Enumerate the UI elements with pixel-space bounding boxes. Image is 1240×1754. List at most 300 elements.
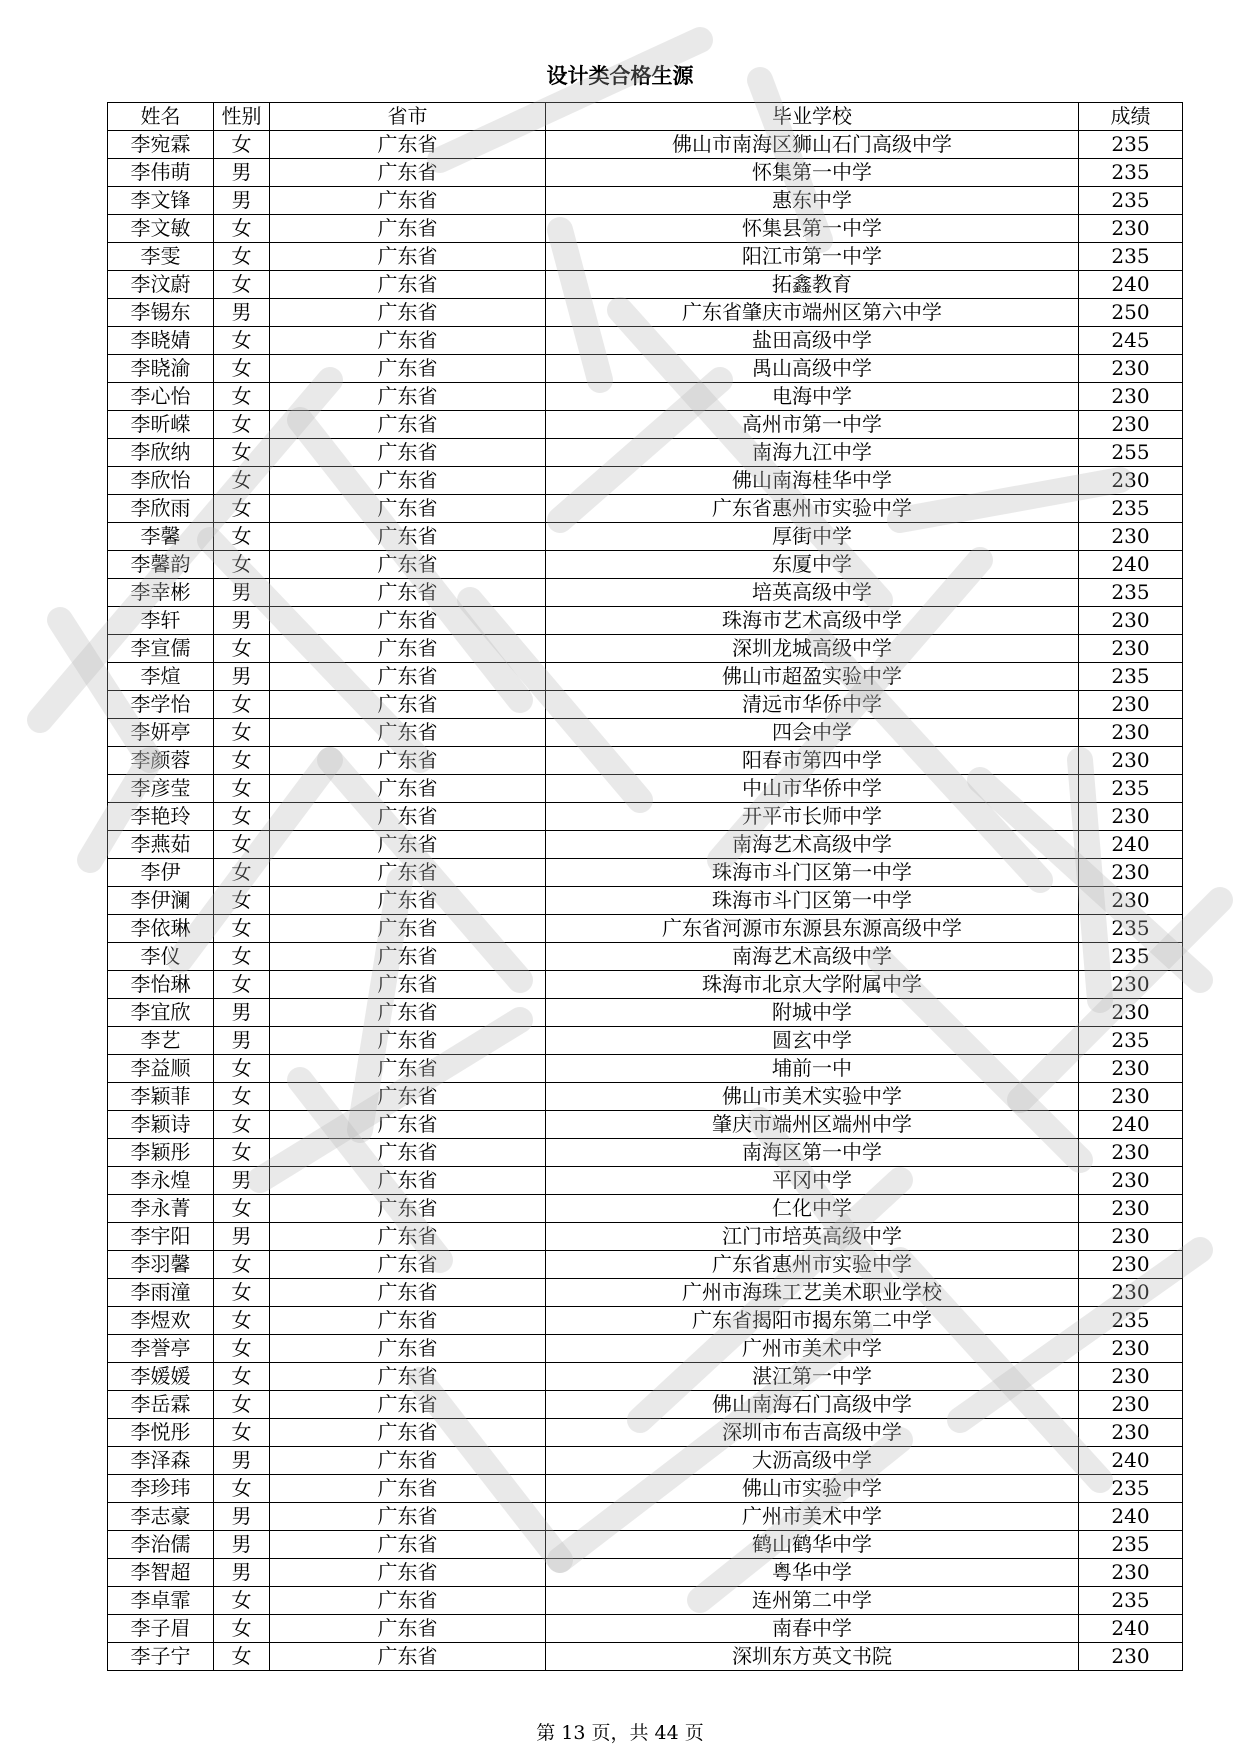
cell-school: 怀集县第一中学 <box>546 215 1079 243</box>
table-row <box>108 1223 1183 1251</box>
cell-province: 广东省 <box>270 551 546 579</box>
cell-score: 235 <box>1079 1475 1183 1503</box>
cell-province: 广东省 <box>270 719 546 747</box>
cell-gender: 男 <box>214 1559 270 1587</box>
cell-score: 235 <box>1079 131 1183 159</box>
cell-gender: 女 <box>214 1391 270 1419</box>
cell-gender: 女 <box>214 831 270 859</box>
cell-gender: 男 <box>214 663 270 691</box>
table-row <box>108 999 1183 1027</box>
cell-gender: 女 <box>214 1083 270 1111</box>
cell-score: 230 <box>1079 1139 1183 1167</box>
header-name: 姓名 <box>108 103 214 131</box>
cell-score: 230 <box>1079 1335 1183 1363</box>
page-number-footer: 第 13 页，共 44 页 <box>536 1722 704 1744</box>
cell-score: 230 <box>1079 1195 1183 1223</box>
cell-gender: 女 <box>214 887 270 915</box>
cell-score: 230 <box>1079 1391 1183 1419</box>
cell-name: 李宣儒 <box>108 635 214 663</box>
cell-school: 厚街中学 <box>546 523 1079 551</box>
cell-province: 广东省 <box>270 1447 546 1475</box>
table-row <box>108 1503 1183 1531</box>
table-row <box>108 215 1183 243</box>
cell-gender: 女 <box>214 215 270 243</box>
table-row <box>108 943 1183 971</box>
cell-score: 235 <box>1079 159 1183 187</box>
cell-school: 清远市华侨中学 <box>546 691 1079 719</box>
cell-province: 广东省 <box>270 1083 546 1111</box>
cell-school: 江门市培英高级中学 <box>546 1223 1079 1251</box>
cell-school: 广州市美术中学 <box>546 1503 1079 1531</box>
table-row <box>108 887 1183 915</box>
cell-school: 东厦中学 <box>546 551 1079 579</box>
cell-school: 连州第二中学 <box>546 1587 1079 1615</box>
cell-name: 李颖彤 <box>108 1139 214 1167</box>
cell-province: 广东省 <box>270 299 546 327</box>
table-row <box>108 607 1183 635</box>
cell-name: 李欣雨 <box>108 495 214 523</box>
table-row <box>108 1363 1183 1391</box>
cell-gender: 女 <box>214 719 270 747</box>
cell-gender: 女 <box>214 1475 270 1503</box>
cell-province: 广东省 <box>270 1503 546 1531</box>
cell-gender: 女 <box>214 327 270 355</box>
cell-name: 李悦彤 <box>108 1419 214 1447</box>
cell-province: 广东省 <box>270 691 546 719</box>
cell-gender: 女 <box>214 1615 270 1643</box>
cell-gender: 女 <box>214 1055 270 1083</box>
cell-score: 255 <box>1079 439 1183 467</box>
cell-province: 广东省 <box>270 1531 546 1559</box>
cell-score: 230 <box>1079 635 1183 663</box>
cell-school: 培英高级中学 <box>546 579 1079 607</box>
cell-gender: 男 <box>214 1223 270 1251</box>
cell-score: 240 <box>1079 1503 1183 1531</box>
cell-score: 240 <box>1079 1615 1183 1643</box>
cell-name: 李依琳 <box>108 915 214 943</box>
cell-name: 李羽馨 <box>108 1251 214 1279</box>
cell-gender: 男 <box>214 187 270 215</box>
cell-gender: 女 <box>214 915 270 943</box>
cell-gender: 女 <box>214 131 270 159</box>
cell-province: 广东省 <box>270 1475 546 1503</box>
cell-gender: 女 <box>214 551 270 579</box>
table-row <box>108 327 1183 355</box>
cell-name: 李珍玮 <box>108 1475 214 1503</box>
cell-province: 广东省 <box>270 1167 546 1195</box>
cell-name: 李怡琳 <box>108 971 214 999</box>
cell-school: 广州市美术中学 <box>546 1335 1079 1363</box>
cell-name: 李宇阳 <box>108 1223 214 1251</box>
cell-name: 李子眉 <box>108 1615 214 1643</box>
cell-gender: 女 <box>214 775 270 803</box>
cell-province: 广东省 <box>270 523 546 551</box>
cell-name: 李馨韵 <box>108 551 214 579</box>
cell-province: 广东省 <box>270 971 546 999</box>
cell-gender: 女 <box>214 467 270 495</box>
cell-school: 附城中学 <box>546 999 1079 1027</box>
cell-school: 圆玄中学 <box>546 1027 1079 1055</box>
cell-score: 230 <box>1079 1363 1183 1391</box>
cell-school: 佛山南海石门高级中学 <box>546 1391 1079 1419</box>
cell-school: 电海中学 <box>546 383 1079 411</box>
cell-score: 235 <box>1079 579 1183 607</box>
cell-school: 怀集第一中学 <box>546 159 1079 187</box>
cell-score: 230 <box>1079 747 1183 775</box>
cell-school: 珠海市北京大学附属中学 <box>546 971 1079 999</box>
cell-gender: 女 <box>214 243 270 271</box>
cell-province: 广东省 <box>270 803 546 831</box>
header-province: 省市 <box>270 103 546 131</box>
cell-score: 230 <box>1079 1559 1183 1587</box>
cell-gender: 女 <box>214 859 270 887</box>
cell-name: 李仪 <box>108 943 214 971</box>
cell-name: 李艺 <box>108 1027 214 1055</box>
cell-school: 广东省揭阳市揭东第二中学 <box>546 1307 1079 1335</box>
cell-gender: 女 <box>214 523 270 551</box>
cell-score: 230 <box>1079 215 1183 243</box>
cell-province: 广东省 <box>270 215 546 243</box>
cell-score: 240 <box>1079 1447 1183 1475</box>
cell-score: 230 <box>1079 1083 1183 1111</box>
cell-score: 235 <box>1079 187 1183 215</box>
cell-gender: 男 <box>214 607 270 635</box>
cell-gender: 女 <box>214 971 270 999</box>
table-row <box>108 803 1183 831</box>
cell-province: 广东省 <box>270 1251 546 1279</box>
cell-school: 南海艺术高级中学 <box>546 943 1079 971</box>
table-row <box>108 1615 1183 1643</box>
cell-score: 230 <box>1079 1223 1183 1251</box>
table-row <box>108 411 1183 439</box>
cell-name: 李馨 <box>108 523 214 551</box>
cell-score: 240 <box>1079 1111 1183 1139</box>
cell-school: 南春中学 <box>546 1615 1079 1643</box>
table-header-row <box>108 103 1183 131</box>
cell-province: 广东省 <box>270 859 546 887</box>
cell-school: 佛山市实验中学 <box>546 1475 1079 1503</box>
cell-score: 230 <box>1079 691 1183 719</box>
table-row <box>108 1419 1183 1447</box>
cell-gender: 女 <box>214 1419 270 1447</box>
cell-school: 埔前一中 <box>546 1055 1079 1083</box>
cell-name: 李子宁 <box>108 1643 214 1671</box>
cell-name: 李彦莹 <box>108 775 214 803</box>
header-score: 成绩 <box>1079 103 1183 131</box>
cell-gender: 女 <box>214 1279 270 1307</box>
cell-school: 拓鑫教育 <box>546 271 1079 299</box>
table-row <box>108 131 1183 159</box>
table-row <box>108 831 1183 859</box>
cell-name: 李妍亭 <box>108 719 214 747</box>
table-row <box>108 1055 1183 1083</box>
cell-gender: 男 <box>214 999 270 1027</box>
cell-gender: 男 <box>214 159 270 187</box>
cell-school: 南海九江中学 <box>546 439 1079 467</box>
table-row <box>108 1587 1183 1615</box>
cell-gender: 男 <box>214 1167 270 1195</box>
cell-name: 李宜欣 <box>108 999 214 1027</box>
cell-school: 阳春市第四中学 <box>546 747 1079 775</box>
cell-province: 广东省 <box>270 495 546 523</box>
cell-province: 广东省 <box>270 1391 546 1419</box>
cell-score: 235 <box>1079 943 1183 971</box>
cell-school: 佛山市南海区狮山石门高级中学 <box>546 131 1079 159</box>
cell-province: 广东省 <box>270 1223 546 1251</box>
cell-score: 230 <box>1079 467 1183 495</box>
cell-gender: 女 <box>214 439 270 467</box>
cell-school: 珠海市斗门区第一中学 <box>546 887 1079 915</box>
cell-score: 235 <box>1079 1027 1183 1055</box>
cell-name: 李晓婧 <box>108 327 214 355</box>
table-row <box>108 1307 1183 1335</box>
cell-province: 广东省 <box>270 1419 546 1447</box>
cell-school: 珠海市艺术高级中学 <box>546 607 1079 635</box>
table-row <box>108 971 1183 999</box>
table-row <box>108 1279 1183 1307</box>
cell-school: 高州市第一中学 <box>546 411 1079 439</box>
table-row <box>108 299 1183 327</box>
cell-gender: 女 <box>214 943 270 971</box>
cell-province: 广东省 <box>270 887 546 915</box>
cell-gender: 女 <box>214 1643 270 1671</box>
cell-name: 李益顺 <box>108 1055 214 1083</box>
cell-gender: 女 <box>214 1363 270 1391</box>
cell-school: 仁化中学 <box>546 1195 1079 1223</box>
cell-gender: 男 <box>214 579 270 607</box>
cell-province: 广东省 <box>270 999 546 1027</box>
cell-province: 广东省 <box>270 131 546 159</box>
table-row <box>108 243 1183 271</box>
cell-province: 广东省 <box>270 327 546 355</box>
cell-province: 广东省 <box>270 1587 546 1615</box>
cell-name: 李智超 <box>108 1559 214 1587</box>
cell-province: 广东省 <box>270 635 546 663</box>
table-row <box>108 1195 1183 1223</box>
cell-gender: 女 <box>214 1139 270 1167</box>
cell-gender: 女 <box>214 355 270 383</box>
cell-province: 广东省 <box>270 467 546 495</box>
cell-score: 230 <box>1079 1419 1183 1447</box>
cell-school: 湛江第一中学 <box>546 1363 1079 1391</box>
cell-school: 广东省河源市东源县东源高级中学 <box>546 915 1079 943</box>
cell-province: 广东省 <box>270 1615 546 1643</box>
header-gender: 性别 <box>214 103 270 131</box>
cell-school: 广东省惠州市实验中学 <box>546 495 1079 523</box>
table-row <box>108 719 1183 747</box>
cell-province: 广东省 <box>270 1055 546 1083</box>
cell-score: 240 <box>1079 271 1183 299</box>
cell-name: 李艳玲 <box>108 803 214 831</box>
cell-name: 李文锋 <box>108 187 214 215</box>
cell-province: 广东省 <box>270 1307 546 1335</box>
cell-name: 李汶蔚 <box>108 271 214 299</box>
table-row <box>108 1643 1183 1671</box>
table-row <box>108 1027 1183 1055</box>
cell-score: 235 <box>1079 663 1183 691</box>
cell-gender: 女 <box>214 1335 270 1363</box>
cell-name: 李伊 <box>108 859 214 887</box>
cell-name: 李颖菲 <box>108 1083 214 1111</box>
cell-province: 广东省 <box>270 271 546 299</box>
table-body <box>108 131 1183 1671</box>
cell-gender: 男 <box>214 299 270 327</box>
cell-name: 李宛霖 <box>108 131 214 159</box>
cell-score: 235 <box>1079 1587 1183 1615</box>
cell-score: 230 <box>1079 1055 1183 1083</box>
cell-province: 广东省 <box>270 663 546 691</box>
cell-name: 李泽森 <box>108 1447 214 1475</box>
cell-province: 广东省 <box>270 1279 546 1307</box>
cell-school: 粤华中学 <box>546 1559 1079 1587</box>
cell-score: 230 <box>1079 1643 1183 1671</box>
cell-gender: 女 <box>214 495 270 523</box>
cell-score: 235 <box>1079 495 1183 523</box>
table-row <box>108 1335 1183 1363</box>
cell-school: 佛山市超盈实验中学 <box>546 663 1079 691</box>
table-row <box>108 1251 1183 1279</box>
cell-score: 235 <box>1079 1531 1183 1559</box>
cell-score: 235 <box>1079 1307 1183 1335</box>
table-row <box>108 523 1183 551</box>
cell-score: 240 <box>1079 831 1183 859</box>
cell-gender: 男 <box>214 1531 270 1559</box>
cell-province: 广东省 <box>270 1027 546 1055</box>
table-row <box>108 467 1183 495</box>
cell-school: 四会中学 <box>546 719 1079 747</box>
table-row <box>108 1447 1183 1475</box>
cell-name: 李媛媛 <box>108 1363 214 1391</box>
cell-gender: 女 <box>214 411 270 439</box>
cell-score: 230 <box>1079 803 1183 831</box>
cell-province: 广东省 <box>270 579 546 607</box>
cell-score: 230 <box>1079 383 1183 411</box>
cell-name: 李颜蓉 <box>108 747 214 775</box>
cell-province: 广东省 <box>270 747 546 775</box>
cell-school: 广东省惠州市实验中学 <box>546 1251 1079 1279</box>
cell-score: 230 <box>1079 1167 1183 1195</box>
cell-name: 李志豪 <box>108 1503 214 1531</box>
cell-gender: 女 <box>214 1587 270 1615</box>
cell-gender: 女 <box>214 1111 270 1139</box>
table-row <box>108 1083 1183 1111</box>
cell-province: 广东省 <box>270 1363 546 1391</box>
cell-name: 李永煌 <box>108 1167 214 1195</box>
cell-province: 广东省 <box>270 1559 546 1587</box>
table-row <box>108 1139 1183 1167</box>
cell-school: 南海区第一中学 <box>546 1139 1079 1167</box>
candidate-table <box>107 102 1183 1671</box>
cell-school: 惠东中学 <box>546 187 1079 215</box>
cell-school: 深圳龙城高级中学 <box>546 635 1079 663</box>
cell-school: 珠海市斗门区第一中学 <box>546 859 1079 887</box>
cell-name: 李永菁 <box>108 1195 214 1223</box>
cell-province: 广东省 <box>270 1195 546 1223</box>
cell-school: 禺山高级中学 <box>546 355 1079 383</box>
cell-score: 230 <box>1079 1279 1183 1307</box>
cell-name: 李欣纳 <box>108 439 214 467</box>
cell-gender: 女 <box>214 1195 270 1223</box>
cell-province: 广东省 <box>270 355 546 383</box>
cell-school: 鹤山鹤华中学 <box>546 1531 1079 1559</box>
cell-school: 阳江市第一中学 <box>546 243 1079 271</box>
cell-name: 李锡东 <box>108 299 214 327</box>
cell-name: 李煊 <box>108 663 214 691</box>
cell-gender: 男 <box>214 1447 270 1475</box>
cell-score: 235 <box>1079 915 1183 943</box>
cell-name: 李卓霏 <box>108 1587 214 1615</box>
cell-score: 230 <box>1079 607 1183 635</box>
table-row <box>108 159 1183 187</box>
cell-gender: 女 <box>214 383 270 411</box>
cell-gender: 女 <box>214 747 270 775</box>
table-row <box>108 187 1183 215</box>
table-row <box>108 579 1183 607</box>
cell-school: 中山市华侨中学 <box>546 775 1079 803</box>
cell-province: 广东省 <box>270 831 546 859</box>
cell-name: 李轩 <box>108 607 214 635</box>
cell-school: 肇庆市端州区端州中学 <box>546 1111 1079 1139</box>
cell-score: 230 <box>1079 523 1183 551</box>
table-row <box>108 663 1183 691</box>
cell-score: 230 <box>1079 355 1183 383</box>
page-title: 设计类合格生源 <box>546 64 694 88</box>
table-row <box>108 551 1183 579</box>
cell-gender: 女 <box>214 635 270 663</box>
cell-name: 李伟萌 <box>108 159 214 187</box>
cell-school: 佛山南海桂华中学 <box>546 467 1079 495</box>
cell-name: 李文敏 <box>108 215 214 243</box>
table-row <box>108 1111 1183 1139</box>
cell-school: 深圳市布吉高级中学 <box>546 1419 1079 1447</box>
cell-score: 230 <box>1079 859 1183 887</box>
cell-school: 佛山市美术实验中学 <box>546 1083 1079 1111</box>
cell-gender: 女 <box>214 803 270 831</box>
cell-name: 李学怡 <box>108 691 214 719</box>
table-row <box>108 691 1183 719</box>
cell-province: 广东省 <box>270 383 546 411</box>
table-row <box>108 1559 1183 1587</box>
cell-gender: 男 <box>214 1027 270 1055</box>
table-row <box>108 383 1183 411</box>
cell-score: 250 <box>1079 299 1183 327</box>
table-row <box>108 775 1183 803</box>
cell-gender: 女 <box>214 1307 270 1335</box>
cell-province: 广东省 <box>270 915 546 943</box>
cell-gender: 男 <box>214 1503 270 1531</box>
cell-school: 深圳东方英文书院 <box>546 1643 1079 1671</box>
cell-gender: 女 <box>214 271 270 299</box>
cell-score: 235 <box>1079 775 1183 803</box>
cell-province: 广东省 <box>270 607 546 635</box>
cell-province: 广东省 <box>270 159 546 187</box>
cell-score: 230 <box>1079 971 1183 999</box>
cell-name: 李煜欢 <box>108 1307 214 1335</box>
cell-name: 李誉亭 <box>108 1335 214 1363</box>
table-row <box>108 355 1183 383</box>
cell-score: 230 <box>1079 887 1183 915</box>
cell-gender: 女 <box>214 691 270 719</box>
cell-score: 230 <box>1079 999 1183 1027</box>
cell-name: 李心怡 <box>108 383 214 411</box>
cell-name: 李雯 <box>108 243 214 271</box>
cell-province: 广东省 <box>270 1335 546 1363</box>
cell-gender: 女 <box>214 1251 270 1279</box>
cell-province: 广东省 <box>270 1139 546 1167</box>
cell-name: 李伊澜 <box>108 887 214 915</box>
table-row <box>108 859 1183 887</box>
cell-province: 广东省 <box>270 243 546 271</box>
